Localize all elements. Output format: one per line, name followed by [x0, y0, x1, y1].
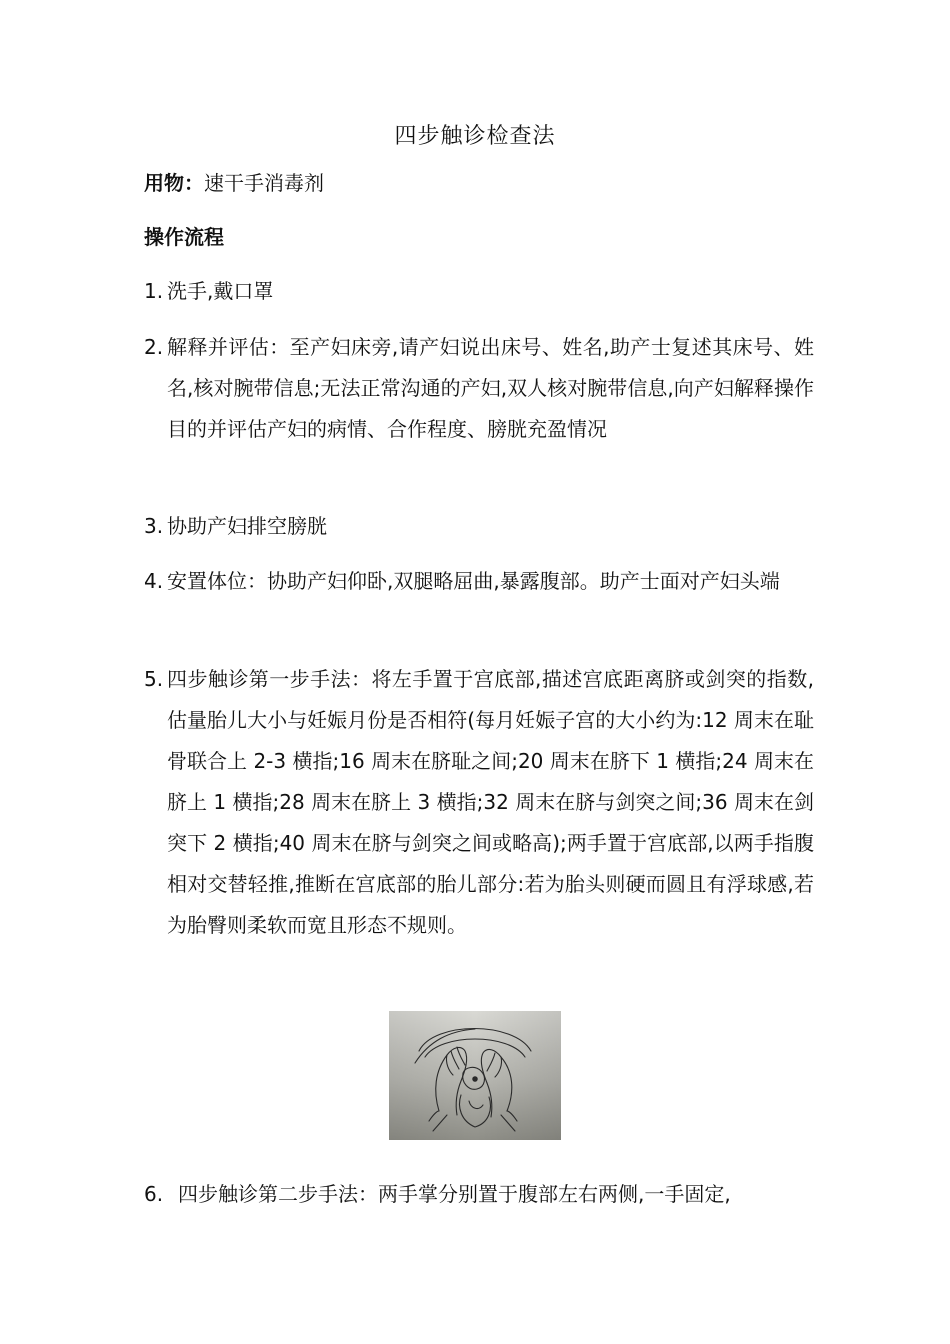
step-3 [144, 506, 814, 547]
step-number: 5. [144, 667, 164, 691]
step-text: 四步触诊第二步手法：两手掌分别置于腹部左右两侧,一手固定, [178, 1182, 731, 1206]
step-2 [144, 327, 814, 450]
page-title: 四步触诊检查法 [394, 124, 556, 149]
step-text: 安置体位：协助产妇仰卧,双腿略屈曲,暴露腹部。助产士面对产妇头端 [167, 569, 780, 593]
step-1 [144, 271, 814, 312]
step-6 [144, 1174, 814, 1215]
supplies-value: 速干手消毒剂 [204, 171, 324, 195]
supplies-line [144, 168, 324, 198]
step-text: 洗手,戴口罩 [167, 279, 274, 303]
step-5 [144, 659, 814, 946]
step-number: 2. [144, 335, 164, 359]
procedure-heading: 操作流程 [144, 225, 224, 249]
supplies-label: 用物： [144, 171, 204, 195]
step-4 [144, 561, 814, 602]
step-number: 4. [144, 569, 164, 593]
palpation-illustration [389, 1011, 561, 1140]
step-number: 6. [144, 1182, 164, 1206]
step-text: 四步触诊第一步手法：将左手置于宫底部,描述宫底距离脐或剑突的指数,估量胎儿大小与妊娠月份是否相符(每月妊娠子宫的大小约为:12 周末在耻骨联合上 2-3 横指;16 周末在脐耻之间;20 周末在脐下 1 横指;24 周末在脐上 1 横指;28 周末在脐上 3 横指;32 周末在脐与剑突之间;36 周末在剑突下 2 横指;40 周末在脐与剑突之间或略高);两手置于宫底部,以两手指腹相对交替轻推,推断在宫底部的胎儿部分:若为胎头则硬而圆且有浮球感,若为胎臀则柔软而宽且形态不规则。 [167, 667, 814, 937]
step-text: 解释并评估：至产妇床旁,请产妇说出床号、姓名,助产士复述其床号、姓名,核对腕带信息;无法正常沟通的产妇,双人核对腕带信息,向产妇解释操作目的并评估产妇的病情、合作程度、膀胱充盈情况 [167, 335, 814, 441]
step-text: 协助产妇排空膀胱 [167, 514, 327, 538]
step-number: 3. [144, 514, 164, 538]
step-number: 1. [144, 279, 164, 303]
